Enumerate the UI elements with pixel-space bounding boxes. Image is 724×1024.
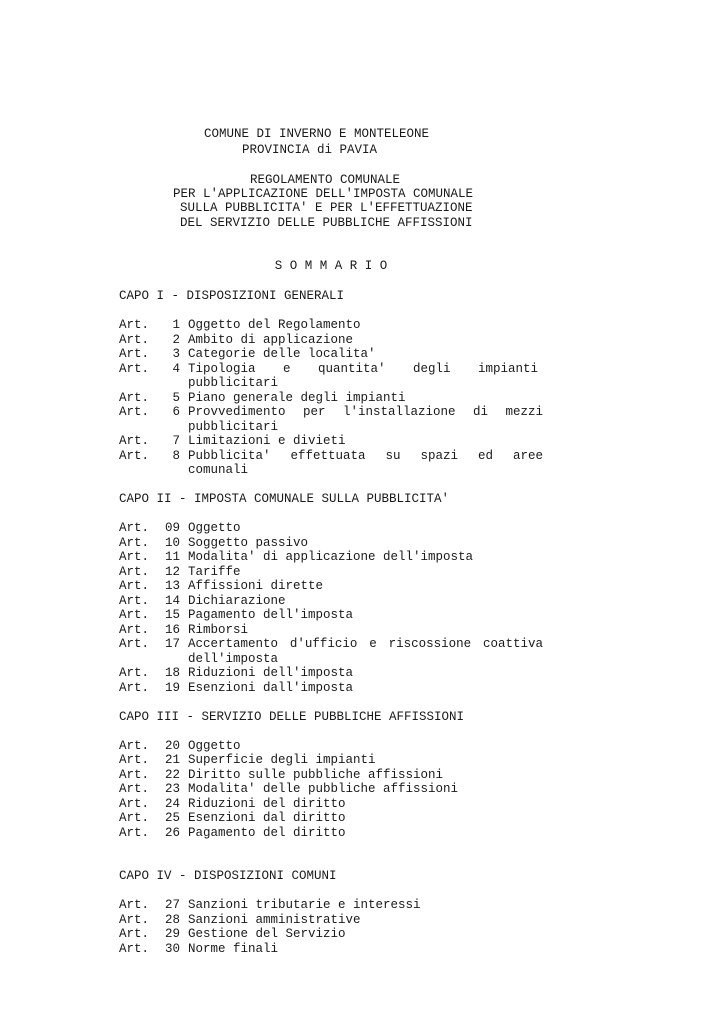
- comune-name: COMUNE DI INVERNO E MONTELEONE: [204, 127, 430, 141]
- article-title: Dichiarazione: [188, 593, 286, 608]
- article-number: 26: [164, 825, 180, 840]
- article-label: Art.: [119, 332, 150, 347]
- article-number: 11: [164, 550, 180, 564]
- article-label: Art.: [119, 448, 150, 463]
- article-number: 20: [164, 738, 180, 753]
- article-label: Art.: [119, 535, 150, 550]
- article-entry: [119, 521, 559, 536]
- article-entry: [119, 681, 559, 696]
- article-label: Art.: [119, 941, 150, 956]
- article-entry: [119, 579, 559, 594]
- article-label: Art.: [119, 912, 150, 927]
- article-number: 19: [164, 680, 180, 695]
- article-entry: [119, 565, 559, 580]
- article-entry: [119, 536, 559, 551]
- article-label: Art.: [119, 608, 150, 622]
- article-label: Art.: [119, 579, 150, 593]
- article-title: Tipologia e quantita' degli impianti pubblicitari: [188, 361, 538, 390]
- regulation-title-line: DEL SERVIZIO DELLE PUBBLICHE AFFISSIONI: [180, 216, 473, 230]
- article-label: Art.: [119, 782, 150, 796]
- article-number: 13: [164, 579, 180, 593]
- article-number: 18: [164, 666, 180, 680]
- article-number: 16: [164, 622, 180, 637]
- article-title: Piano generale degli impianti: [188, 390, 406, 405]
- article-number: 5: [172, 390, 180, 405]
- article-entry: [119, 768, 559, 783]
- article-entry: [119, 666, 559, 681]
- article-title: Oggetto: [188, 521, 241, 535]
- article-entry: [119, 927, 559, 942]
- article-label: Art.: [119, 666, 150, 680]
- article-entry: [119, 942, 559, 957]
- article-title: Sanzioni amministrative: [188, 912, 361, 927]
- article-title: Pubblicita' effettuata su spazi ed aree comunali: [188, 448, 543, 477]
- article-number: 14: [164, 593, 180, 608]
- article-title: Limitazioni e divieti: [188, 434, 346, 448]
- article-entry: [119, 449, 559, 478]
- article-title: Diritto sulle pubbliche affissioni: [188, 767, 444, 782]
- article-number: 21: [164, 753, 180, 767]
- article-label: Art.: [119, 796, 150, 811]
- article-number: 25: [164, 811, 180, 825]
- chapter-heading: CAPO I - DISPOSIZIONI GENERALI: [119, 289, 345, 303]
- article-number: 2: [172, 332, 180, 347]
- chapter-heading: CAPO IV - DISPOSIZIONI COMUNI: [119, 869, 337, 883]
- article-entry: [119, 623, 559, 638]
- article-label: Art.: [119, 521, 150, 535]
- article-label: Art.: [119, 434, 150, 448]
- article-number: 22: [164, 767, 180, 782]
- article-number: 28: [164, 912, 180, 927]
- article-entry: [119, 898, 559, 913]
- article-label: Art.: [119, 593, 150, 608]
- article-title: Pagamento del diritto: [188, 825, 346, 840]
- article-label: Art.: [119, 680, 150, 695]
- article-title: Modalita' delle pubbliche affissioni: [188, 782, 459, 796]
- article-entry: [119, 608, 559, 623]
- article-number: 8: [172, 448, 180, 463]
- article-number: 3: [172, 347, 180, 361]
- article-entry: [119, 333, 559, 348]
- article-entry: [119, 811, 559, 826]
- article-title: Pagamento dell'imposta: [188, 608, 354, 622]
- article-title: Ambito di applicazione: [188, 332, 354, 347]
- article-number: 1: [172, 318, 180, 332]
- article-label: Art.: [119, 318, 150, 332]
- article-entry: [119, 797, 559, 812]
- article-label: Art.: [119, 390, 150, 405]
- regulation-title-line: SULLA PUBBLICITA' E PER L'EFFETTUAZIONE: [180, 201, 473, 215]
- article-number: 09: [164, 521, 180, 535]
- article-entry: [119, 753, 559, 768]
- article-entry: [119, 405, 559, 434]
- article-label: Art.: [119, 405, 150, 419]
- article-number: 7: [172, 434, 180, 448]
- article-title: Oggetto: [188, 738, 241, 753]
- article-number: 23: [164, 782, 180, 796]
- article-entry: [119, 362, 559, 391]
- article-label: Art.: [119, 927, 150, 941]
- article-title: Superficie degli impianti: [188, 753, 376, 767]
- article-entry: [119, 550, 559, 565]
- provincia-name: PROVINCIA di PAVIA: [242, 143, 378, 157]
- article-label: Art.: [119, 825, 150, 840]
- article-entry: [119, 318, 559, 333]
- article-number: 12: [164, 564, 180, 579]
- article-title: Categorie delle localita': [188, 347, 376, 361]
- article-label: Art.: [119, 767, 150, 782]
- article-label: Art.: [119, 550, 150, 564]
- article-title: Accertamento d'ufficio e riscossione coattiva dell'imposta: [188, 637, 543, 666]
- article-number: 29: [164, 927, 180, 941]
- article-label: Art.: [119, 738, 150, 753]
- article-number: 27: [164, 898, 180, 912]
- article-label: Art.: [119, 898, 150, 912]
- chapter-heading: CAPO III - SERVIZIO DELLE PUBBLICHE AFFISSIONI: [119, 709, 465, 724]
- article-title: Tariffe: [188, 564, 241, 579]
- article-label: Art.: [119, 811, 150, 825]
- article-label: Art.: [119, 564, 150, 579]
- article-label: Art.: [119, 361, 150, 376]
- article-label: Art.: [119, 753, 150, 767]
- article-title: Esenzioni dall'imposta: [188, 680, 354, 695]
- article-title: Sanzioni tributarie e interessi: [188, 898, 421, 912]
- regulation-title-line: PER L'APPLICAZIONE DELL'IMPOSTA COMUNALE: [173, 187, 474, 201]
- chapter-heading: CAPO II - IMPOSTA COMUNALE SULLA PUBBLICITA': [119, 492, 450, 506]
- article-title: Oggetto del Regolamento: [188, 318, 361, 332]
- article-entry: [119, 739, 559, 754]
- article-number: 17: [164, 637, 180, 651]
- article-label: Art.: [119, 622, 150, 637]
- article-title: Esenzioni dal diritto: [188, 811, 346, 825]
- sommario-heading: S O M M A R I O: [274, 259, 388, 273]
- article-title: Rimborsi: [188, 622, 249, 637]
- article-entry: [119, 637, 559, 666]
- article-entry: [119, 347, 559, 362]
- article-entry: [119, 434, 559, 449]
- article-number: 4: [172, 361, 180, 376]
- article-label: Art.: [119, 347, 150, 361]
- article-title: Affissioni dirette: [188, 579, 324, 593]
- article-entry: [119, 913, 559, 928]
- article-entry: [119, 826, 559, 841]
- article-number: 6: [172, 405, 180, 419]
- article-title: Gestione del Servizio: [188, 927, 346, 941]
- article-title: Modalita' di applicazione dell'imposta: [188, 550, 474, 564]
- article-title: Provvedimento per l'installazione di mezzi pubblicitari: [188, 405, 543, 434]
- regulation-title-line: REGOLAMENTO COMUNALE: [250, 173, 401, 187]
- article-entry: [119, 391, 559, 406]
- table-of-contents: [119, 289, 559, 956]
- article-entry: [119, 594, 559, 609]
- article-label: Art.: [119, 637, 150, 651]
- article-title: Riduzioni del diritto: [188, 796, 346, 811]
- article-number: 10: [164, 535, 180, 550]
- article-title: Riduzioni dell'imposta: [188, 666, 354, 680]
- article-number: 24: [164, 796, 180, 811]
- article-entry: [119, 782, 559, 797]
- article-title: Norme finali: [188, 941, 279, 956]
- article-title: Soggetto passivo: [188, 535, 309, 550]
- article-number: 15: [164, 608, 180, 622]
- article-number: 30: [164, 941, 180, 956]
